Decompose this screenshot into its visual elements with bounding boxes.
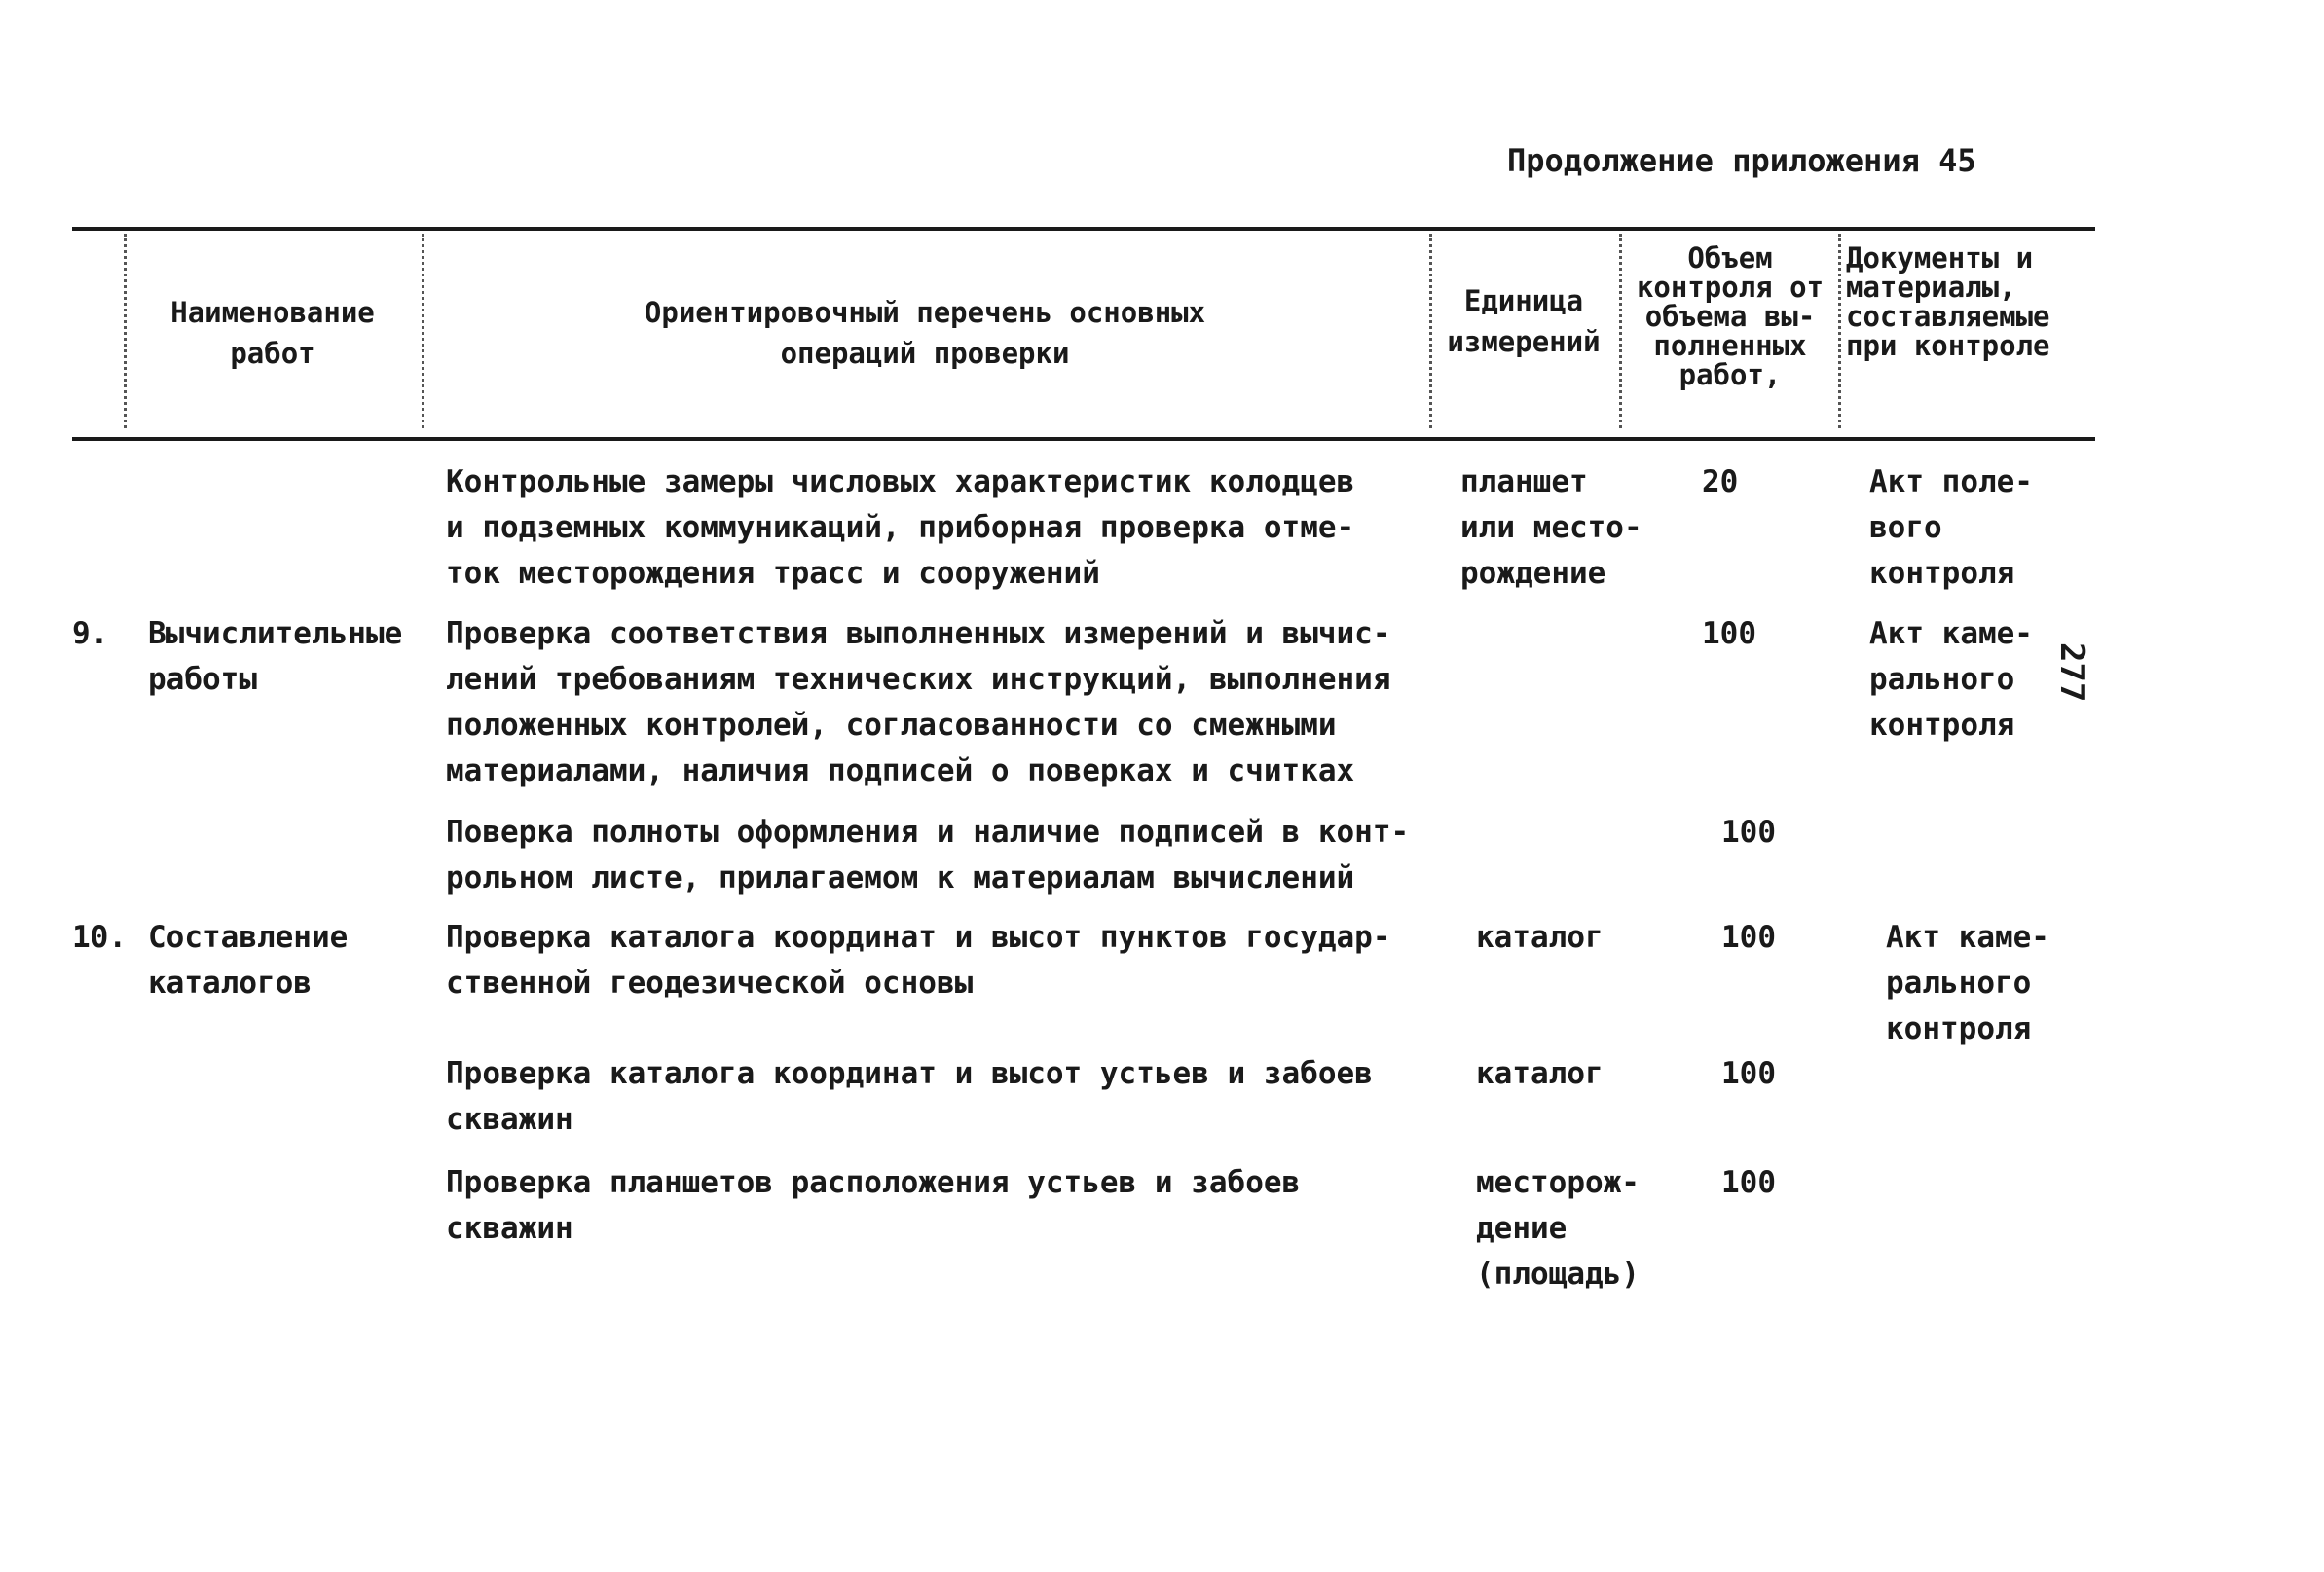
table-header-rule (72, 437, 2095, 441)
operations-cell: Проверка соответствия выполненных измерений и вычис- лений требованиям технических инструкций, выполнения положенных контролей, согласованности со смежными материалами, наличия подписей о поверках и считках (446, 616, 1391, 788)
work-name-cell: Составление каталогов (148, 920, 349, 1001)
operations-cell: Поверка полноты оформления и наличие подписей в конт- рольном листе, прилагаемом к материалам вычислений (446, 815, 1410, 896)
unit-cell: каталог (1476, 1056, 1604, 1091)
column-header-operations: Ориентировочный перечень основных операций проверки (644, 296, 1206, 370)
column-header-name: Наименование работ (170, 296, 375, 370)
operations-cell: Проверка каталога координат и высот пунктов государ- ственной геодезической основы (446, 920, 1391, 1001)
documents-cell: Акт каме- рального контроля (1869, 616, 2033, 743)
operations-cell: Проверка каталога координат и высот устьев и забоев скважин (446, 1056, 1373, 1137)
documents-cell: Акт поле- вого контроля (1869, 464, 2033, 591)
volume-cell: 100 (1702, 616, 1756, 651)
volume-cell: 100 (1721, 815, 1776, 850)
volume-cell: 100 (1721, 920, 1776, 955)
unit-cell: каталог (1476, 920, 1604, 955)
table-top-rule (72, 227, 2095, 231)
page-header-title: Продолжение приложения 45 (1507, 142, 1976, 179)
column-separator (1838, 234, 1841, 428)
operations-cell: Контрольные замеры числовых характеристик колодцев и подземных коммуникаций, приборная проверка отме- ток месторождения трасс и сооружений (446, 464, 1355, 591)
row-number: 10. (72, 920, 127, 955)
volume-cell: 100 (1721, 1056, 1776, 1091)
column-header-volume: Объем контроля от объема вы- полненных работ, (1636, 241, 1825, 391)
column-header-unit: Единица измерений (1447, 284, 1601, 358)
work-name-cell: Вычислительные работы (148, 616, 403, 697)
column-separator (1619, 234, 1622, 428)
unit-cell: планшет или место- рождение (1460, 464, 1642, 591)
unit-cell: месторож- дение (площадь) (1476, 1165, 1640, 1292)
page-number: 277 (2052, 642, 2091, 703)
operations-cell: Проверка планшетов расположения устьев и забоев скважин (446, 1165, 1301, 1246)
column-header-documents: Документы и материалы, составляемые при контроле (1846, 241, 2050, 362)
documents-cell: Акт каме- рального контроля (1886, 920, 2049, 1046)
column-separator (422, 234, 424, 428)
volume-cell: 20 (1702, 464, 1739, 499)
row-number: 9. (72, 616, 109, 651)
volume-cell: 100 (1721, 1165, 1776, 1200)
